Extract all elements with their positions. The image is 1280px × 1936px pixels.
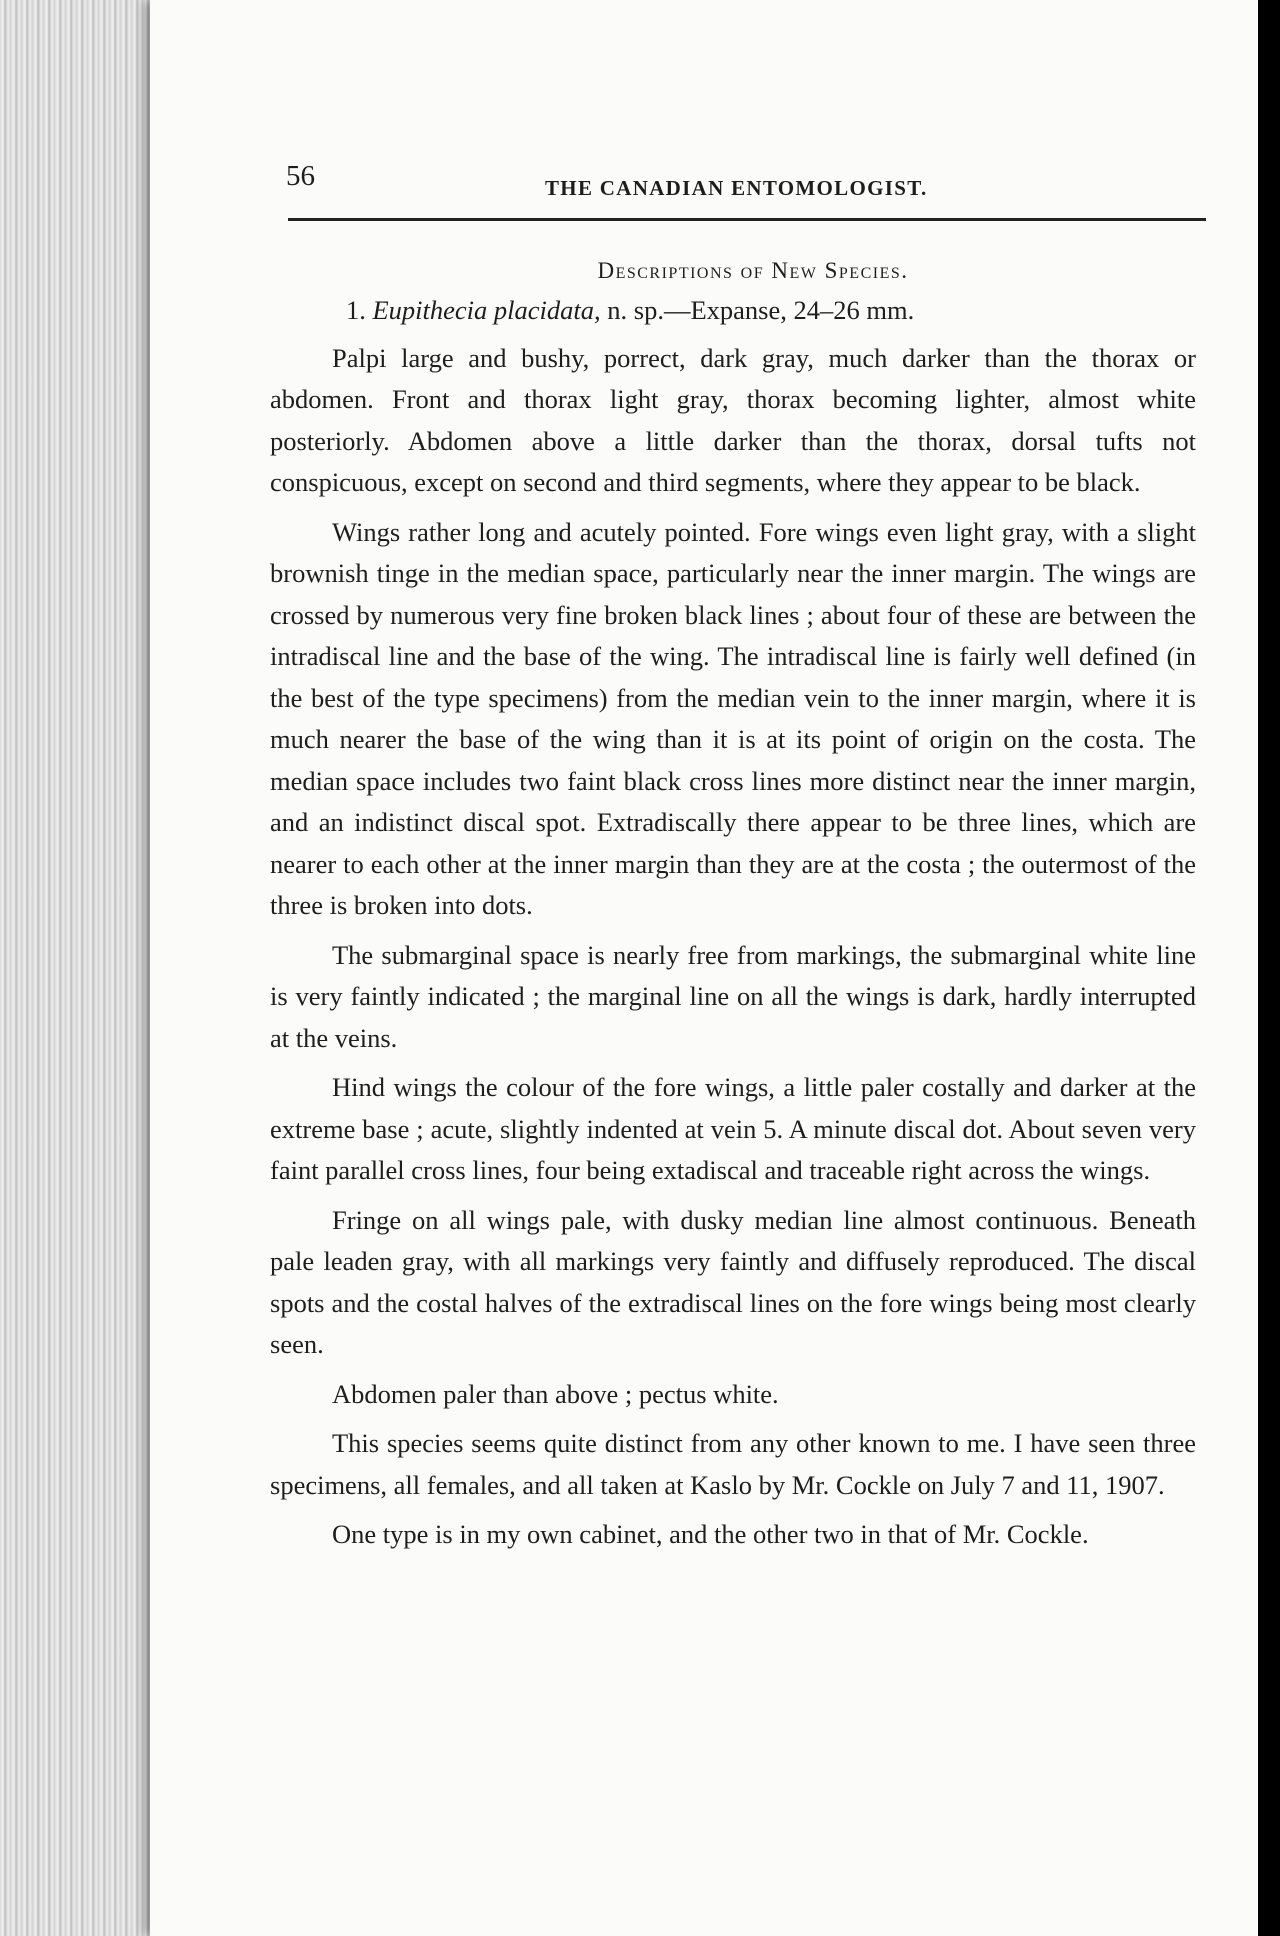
paragraph-submarginal: The submarginal space is nearly free from markings, the submarginal white line is very faintly indicated ; the marginal line on all the wings is dark, hardly interrupted at the veins. bbox=[270, 939, 1196, 1053]
running-title: THE CANADIAN ENTOMOLOGIST. bbox=[545, 176, 928, 200]
paragraph-fringe: Fringe on all wings pale, with dusky median line almost continuous. Beneath pale leaden gray, with all markings very faintly and diffusely reproduced. The discal spots and the costal halves of the extradiscal lines on the fore wings being most clearly seen. bbox=[270, 1204, 1196, 1359]
paragraph-specimens: This species seems quite distinct from any other known to me. I have seen three specimens, all females, and all taken at Kaslo by Mr. Cockle on July 7 and 11, 1907. bbox=[270, 1428, 1196, 1500]
header-rule bbox=[288, 218, 1206, 221]
paragraph-abdomen: Abdomen paler than above ; pectus white. bbox=[332, 1378, 779, 1409]
paragraph-hind-wings: Hind wings the colour of the fore wings, a little paler costally and darker at the extreme base ; acute, slightly indented at vein 5. A minute discal dot. About seven very faint parallel cross lines, four being extadiscal and traceable right across the wings. bbox=[270, 1072, 1196, 1185]
species-title bbox=[270, 290, 1196, 332]
scan-border bbox=[1258, 0, 1280, 1936]
page-header bbox=[286, 160, 1186, 204]
species-expanse: n. sp.—Expanse, 24–26 mm. bbox=[600, 295, 915, 325]
species-name: Eupithecia placidata, bbox=[372, 295, 601, 325]
species-number: 1. bbox=[346, 295, 366, 325]
section-heading: Descriptions of New Species. bbox=[597, 258, 909, 283]
paragraph-wings: Wings rather long and acutely pointed. Fore wings even light gray, with a slight brownish tinge in the median space, particularly near the inner margin. The wings are crossed by numerous very fine broken black lines ; about four of these are between the intradiscal line and the base of the wing. The intradiscal line is fairly well defined (in the best of the type specimens) from the median vein to the inner margin, where it is much nearer the base of the wing than it is at its point of origin on the costa. The median space includes two faint black cross lines more distinct near the inner margin, and an indistinct discal spot. Extradiscally there appear to be three lines, which are nearer to each other at the inner margin than they are at the costa ; the outermost of the three is broken into dots. bbox=[270, 516, 1196, 920]
article-body bbox=[270, 252, 1196, 1564]
paragraph-type: One type is in my own cabinet, and the other two in that of Mr. Cockle. bbox=[332, 1519, 1089, 1549]
paragraph-palpi: Palpi large and bushy, porrect, dark gray, much darker than the thorax or abdomen. Front and thorax light gray, thorax becoming lighter, almost white posteriorly. Abdomen above a little darker than the thorax, dorsal tufts not conspicuous, except on second and third segments, where they appear to be black. bbox=[270, 342, 1196, 497]
page-number: 56 bbox=[286, 160, 315, 192]
